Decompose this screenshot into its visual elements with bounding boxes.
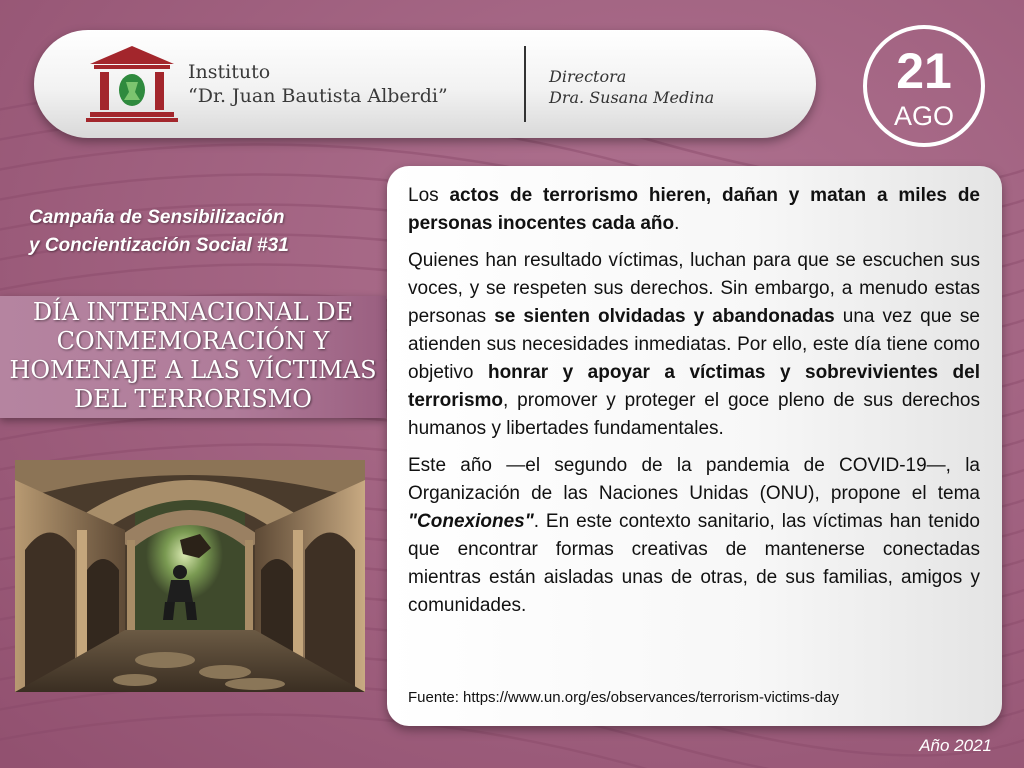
campaign-line-2: y Concientización Social #31 <box>29 235 289 256</box>
institute-line-1: Instituto <box>188 61 271 83</box>
director-role: Directora <box>549 67 627 86</box>
article-body <box>408 182 980 629</box>
year-label: Año 2021 <box>919 736 992 755</box>
institute-name <box>188 60 518 108</box>
date-badge <box>863 25 985 147</box>
title-line-1: DÍA INTERNACIONAL DE <box>32 298 354 326</box>
paragraph-3: Este año —el segundo de la pandemia de COVID-19—, la Organización de las Naciones Unidas (ONU), propone el tema "Conexiones". En este contexto sanitario, las víctimas han tenido que encontrar formas creativas de mantenerse conectadas mientras están aisladas unas de otras, de sus familias, amigos y comunidades. <box>408 455 980 616</box>
director-info <box>549 66 789 108</box>
day-title <box>0 298 386 414</box>
director-name: Dra. Susana Medina <box>549 88 715 107</box>
title-band <box>0 296 386 418</box>
campaign-label <box>29 204 369 260</box>
date-day: 21 <box>896 43 952 99</box>
paragraph-2: Quienes han resultado víctimas, luchan para que se escuchen sus voces, y se respeten sus derechos. Sin embargo, a menudo estas personas se sienten olvidadas y abandonadas una vez que se atienden sus necesidades inmediatas. Por ello, este día tiene como objetivo honrar y apoyar a víctimas y sobrevivientes del terrorismo, promover y proteger el goce pleno de sus derechos humanos y libertades fundamentales. <box>408 250 980 439</box>
date-month: AGO <box>893 101 954 131</box>
ruined-hall-photo <box>15 460 365 692</box>
temple-logo-icon <box>86 44 178 122</box>
title-line-2: CONMEMORACIÓN Y <box>56 327 330 355</box>
institute-line-2: “Dr. Juan Bautista Alberdi” <box>188 85 448 107</box>
header-divider <box>524 46 526 122</box>
paragraph-1: Los actos de terrorismo hieren, dañan y matan a miles de personas inocentes cada año. <box>408 185 980 234</box>
title-line-4: DEL TERRORISMO <box>74 385 312 413</box>
campaign-line-1: Campaña de Sensibilización <box>29 207 285 228</box>
source-citation: Fuente: https://www.un.org/es/observances/terrorism-victims-day <box>408 689 839 706</box>
title-line-3: HOMENAJE A LAS VÍCTIMAS <box>9 356 377 384</box>
